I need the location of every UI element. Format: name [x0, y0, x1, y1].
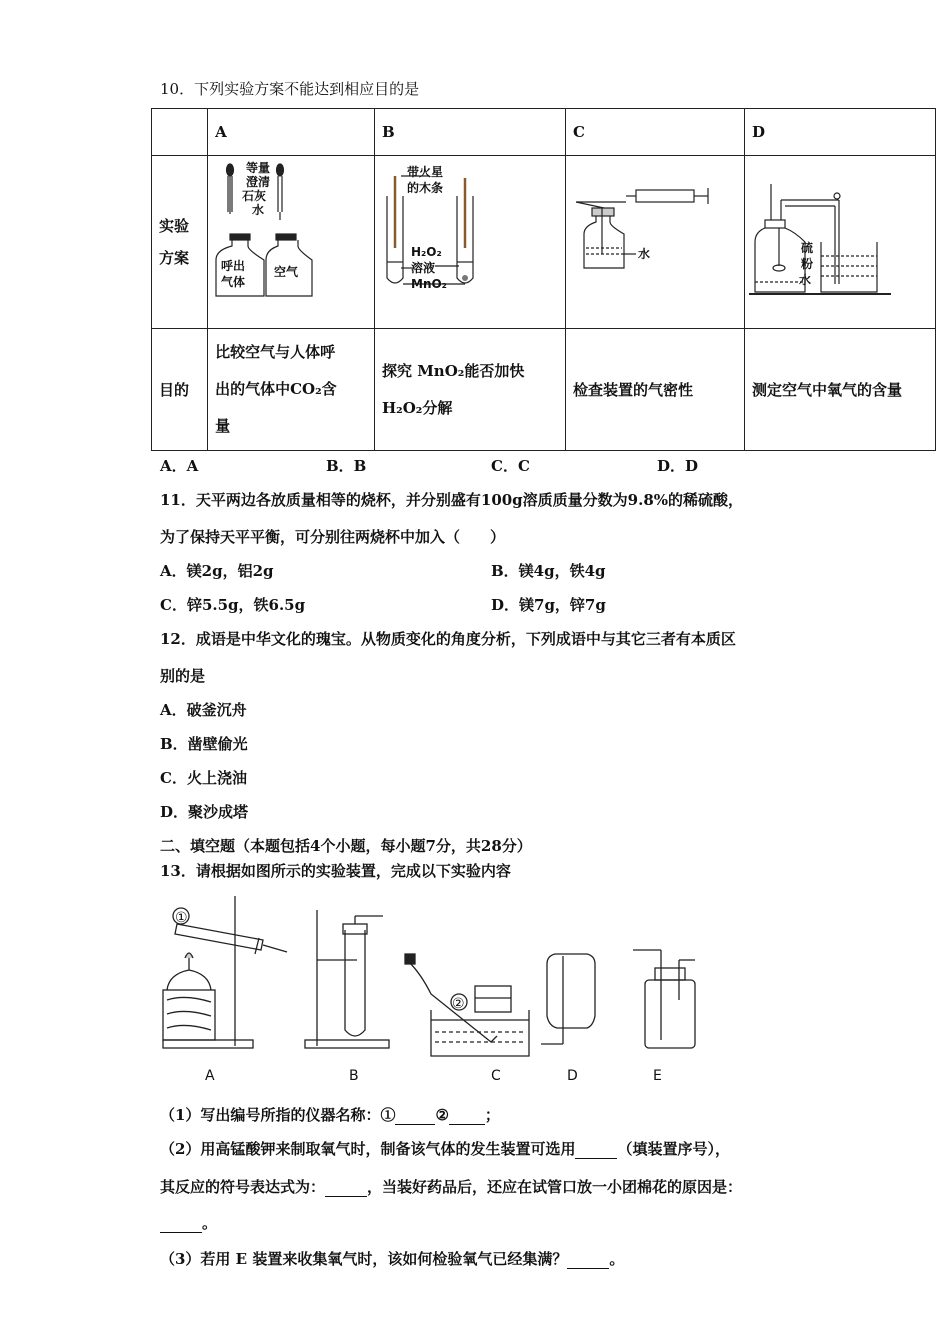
q13-part2-line3: [160, 1212, 217, 1233]
figure-a-cell: [208, 156, 375, 329]
fig-a-label-exhaled2: 气体: [221, 275, 246, 289]
q10-option-c[interactable]: C．C: [491, 457, 530, 475]
q12-option-c[interactable]: C．火上浇油: [160, 769, 247, 787]
q12-option-a[interactable]: A．破釜沉舟: [160, 701, 247, 719]
q11-option-d[interactable]: D．镁7g，锌7g: [491, 596, 606, 614]
apparatus-label-b: B: [349, 1068, 359, 1084]
figure-c-cell: [565, 156, 744, 329]
q13-part1-end: ；: [484, 1106, 500, 1124]
figure-c-syringe-bottle: [566, 156, 744, 324]
q13-stem: 13．请根据如图所示的实验装置，完成以下实验内容: [160, 862, 511, 880]
q13-part2-text-b: （填装置序号），: [617, 1140, 730, 1158]
q11-option-b[interactable]: B．镁4g，铁4g: [491, 562, 606, 580]
fig-a-label-exhaled1: 呼出: [221, 259, 246, 273]
purpose-b-line1: 探究 MnO₂能否加快: [381, 361, 525, 380]
table-header-c: C: [565, 109, 744, 156]
q13-part2-line3-end: 。: [202, 1214, 218, 1232]
fig-b-label-h2o2: H₂O₂: [410, 245, 442, 259]
figure-d-cell: [745, 156, 936, 329]
q13-blank-3[interactable]: [575, 1140, 617, 1159]
fig-d-label-sulfur2: 粉: [801, 257, 814, 271]
purpose-a: [208, 329, 375, 451]
q13-blank-6[interactable]: [567, 1250, 609, 1269]
fig-d-label-sulfur1: 硫: [801, 241, 814, 255]
purpose-a-line2: 出的气体中CO₂含: [215, 380, 337, 398]
fig-b-label-splint2: 的木条: [406, 181, 443, 195]
q13-part2-text-a: （2）用高锰酸钾来制取氧气时，制备该气体的发生装置可选用: [160, 1140, 576, 1158]
row-label-scheme-line1: 实验: [159, 217, 190, 235]
q12-stem-line2: 别的是: [160, 667, 206, 685]
marker-1: ①: [175, 910, 188, 926]
row-label-purpose: 目的: [152, 329, 208, 451]
q13-blank-2[interactable]: [449, 1106, 485, 1125]
purpose-a-line3: 量: [215, 417, 231, 435]
fig-b-label-mno2: MnO₂: [410, 277, 447, 291]
apparatus-label-c: C: [491, 1068, 501, 1084]
q10-option-d[interactable]: D．D: [657, 457, 699, 475]
q11-option-a[interactable]: A．镁2g，铝2g: [160, 562, 274, 580]
q13-part2-line2: [160, 1176, 742, 1197]
apparatus-label-e: E: [653, 1068, 662, 1084]
purpose-a-line1: 比较空气与人体呼: [215, 343, 336, 361]
q12-option-d[interactable]: D．聚沙成塔: [160, 803, 249, 821]
figure-b-cell: [374, 156, 565, 329]
fig-b-label-solution: 溶液: [410, 261, 435, 275]
q10-stem: 10．下列实验方案不能达到相应目的是: [160, 80, 420, 98]
q11-option-c[interactable]: C．锌5.5g，铁6.5g: [160, 596, 306, 614]
purpose-d: 测定空气中氧气的含量: [745, 329, 936, 451]
q13-part2-line2-a: 其反应的符号表达式为：: [160, 1178, 326, 1196]
apparatus-label-d: D: [567, 1068, 578, 1084]
q13-part3-end: 。: [609, 1250, 625, 1268]
apparatus-label-a: A: [205, 1068, 215, 1084]
q13-blank-4[interactable]: [325, 1178, 367, 1197]
q13-blank-5[interactable]: [160, 1214, 202, 1233]
figure-a-droppers-bottles: [208, 156, 372, 324]
q13-part1: [160, 1104, 500, 1125]
fig-c-label-water: 水: [637, 247, 650, 261]
q12-option-b[interactable]: B．凿壁偷光: [160, 735, 248, 753]
fig-a-label-equal: 等量: [246, 161, 271, 175]
q12-stem-line1: 12．成语是中华文化的瑰宝。从物质变化的角度分析，下列成语中与其它三者有本质区: [160, 630, 736, 648]
fig-a-label-air: 空气: [274, 265, 299, 279]
fig-a-label-lime: 石灰: [242, 189, 267, 203]
q13-part1-text: （1）写出编号所指的仪器名称：①: [160, 1106, 396, 1124]
fig-b-label-splint1: 带火星: [406, 165, 443, 179]
section2-title: 二、填空题（本题包括4个小题，每小题7分，共28分）: [160, 837, 532, 855]
table-header-d: D: [745, 109, 936, 156]
q13-part1-mid: ②: [435, 1106, 449, 1124]
table-header-blank: [152, 109, 208, 156]
q11-stem-line1: 11．天平两边各放质量相等的烧杯，并分别盛有100g溶质质量分数为9.8%的稀硫酸，: [160, 491, 744, 509]
fig-a-label-water: 水: [252, 203, 265, 217]
q13-apparatus-figure: [155, 890, 715, 1090]
q10-table: [151, 108, 936, 451]
q13-blank-1[interactable]: [395, 1106, 435, 1125]
row-label-scheme: [152, 156, 208, 329]
marker-2: ②: [452, 996, 465, 1012]
purpose-c: 检查装置的气密性: [565, 329, 744, 451]
q10-option-a[interactable]: A．A: [160, 457, 199, 475]
q13-part2-line1: [160, 1138, 730, 1159]
table-header-a: A: [208, 109, 375, 156]
figure-d-oxygen-content: [745, 156, 935, 324]
figure-b-test-tubes: [375, 156, 565, 324]
fig-d-label-water: 水: [799, 273, 812, 287]
q11-stem-line2: 为了保持天平平衡，可分别往两烧杯中加入（ ）: [160, 528, 506, 546]
q13-part3-text: （3）若用 E 装置来收集氧气时，该如何检验氧气已经集满？: [160, 1250, 568, 1268]
q13-part3: [160, 1248, 624, 1269]
row-label-scheme-line2: 方案: [159, 249, 190, 267]
purpose-b-line2: H₂O₂分解: [381, 398, 453, 417]
table-header-b: B: [374, 109, 565, 156]
q13-part2-line2-b: ，当装好药品后，还应在试管口放一小团棉花的原因是：: [367, 1178, 743, 1196]
fig-a-label-clear: 澄清: [246, 175, 271, 189]
q10-option-b[interactable]: B．B: [326, 457, 367, 475]
purpose-b: [374, 329, 565, 451]
